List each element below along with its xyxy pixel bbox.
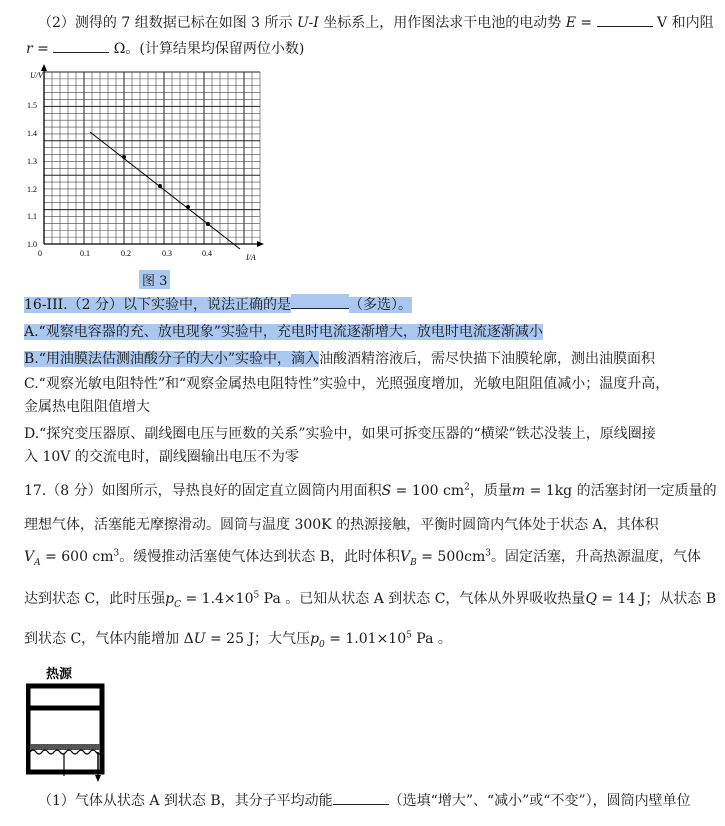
q2-equals: = bbox=[580, 15, 597, 31]
q16-option-d-cont bbox=[24, 446, 299, 468]
x-tick-label: 0.1 bbox=[80, 249, 90, 258]
q16-option-d-line2: 入 10V 的交流电时，副线圈输出电压不为零 bbox=[24, 449, 299, 465]
q17-subq-1-options: （选填“增大”、“减小”或“不变”），圆筒内壁单位 bbox=[388, 793, 691, 809]
q17-line-2: 理想气体，活塞能无摩擦滑动。圆筒与温度 300K 的热源接触，平衡时圆筒内气体处于状态 A，其体积 bbox=[24, 517, 659, 533]
q2-equals-2: = bbox=[37, 41, 54, 57]
x-tick-label: 0.2 bbox=[121, 249, 131, 258]
q17-line-4: 达到状态 C，此时压强$p_C = 1.4\times 10^5$ Pa 。已知从状态 A 到状态 C，气体从外界吸收热量Q = 14 J；从状态 B bbox=[24, 590, 717, 610]
q16-option-c-line2: 金属热电阻阻值增大 bbox=[24, 399, 150, 415]
q17-line-3: $V_A = 600$ $cm^3$。缓慢推动活塞使气体达到状态 B，此时体积$V_B = 500cm^3$。固定活塞，升高热源温度，气体 bbox=[24, 548, 701, 568]
q16-option-c-cont bbox=[24, 396, 150, 418]
force-arrow-head bbox=[95, 775, 101, 782]
y-axis-label: U/V bbox=[30, 71, 43, 80]
q2-text-f: V 和内阻 bbox=[657, 15, 714, 31]
q2-r-symbol: r bbox=[26, 41, 33, 57]
q16-option-a-text: A.“观察电容器的充、放电现象”实验中，充电时电流逐渐增大，放电时电流逐渐减小 bbox=[24, 324, 543, 340]
q16-option-c-line1: C.“观察光敏电阻特性”和“观察金属热电阻特性”实验中，光照强度增加，光敏电阻阻值减小；温度升高， bbox=[24, 376, 670, 392]
q17-line-1: 17.（8 分）如图所示，导热良好的固定直立圆筒内用面积S = 100 $cm^2$，质量m = 1kg 的活塞封闭一定质量的 bbox=[24, 482, 717, 499]
q16-answer-blank[interactable] bbox=[291, 294, 349, 309]
piston-seal bbox=[30, 750, 102, 754]
heat-source-label: 热源 bbox=[46, 667, 73, 682]
q16-option-a[interactable] bbox=[24, 321, 543, 343]
resistance-answer-blank[interactable] bbox=[53, 38, 109, 53]
q17-subq-1-text: （1）气体从状态 A 到状态 B，其分子平均动能 bbox=[38, 793, 333, 809]
cylinder-figure bbox=[26, 664, 116, 784]
origin-label: 0 bbox=[38, 249, 42, 258]
x-axis-arrow bbox=[257, 241, 264, 247]
q2-line-2 bbox=[26, 38, 304, 60]
y-tick-label: 1.0 bbox=[27, 240, 37, 249]
q16-option-b[interactable] bbox=[24, 348, 655, 370]
q16-option-c[interactable] bbox=[24, 373, 669, 395]
q2-text-c: 坐标系上，用作图法求干电池的电动势 bbox=[323, 15, 562, 31]
q17-answer-blank[interactable] bbox=[333, 790, 389, 805]
x-tick-label: 0.4 bbox=[202, 249, 212, 258]
q2-ui-label: U-I bbox=[296, 15, 319, 31]
q17-line-5: 到状态 C，气体内能增加 ΔU = 25 J；大气压$p_0 = 1.01\times 10^5$ Pa 。 bbox=[24, 630, 452, 650]
y-tick-label: 1.4 bbox=[27, 129, 37, 138]
graph-grid bbox=[44, 72, 260, 244]
q16-stem-suffix: （多选）。 bbox=[348, 297, 412, 313]
y-tick-label: 1.1 bbox=[27, 212, 37, 221]
figure-caption: 图 3 bbox=[139, 270, 170, 289]
q2-line-1 bbox=[38, 12, 714, 34]
q16-stem-text: 16-III.（2 分）以下实验中，说法正确的是 bbox=[24, 297, 291, 313]
q16-option-d[interactable] bbox=[24, 423, 656, 445]
q2-emf-symbol: E bbox=[565, 15, 576, 31]
x-axis-label: I/A bbox=[246, 253, 256, 262]
fit-line bbox=[90, 132, 240, 249]
y-axis-arrow bbox=[41, 64, 47, 71]
y-tick-label: 1.2 bbox=[27, 185, 37, 194]
emf-answer-blank[interactable] bbox=[597, 12, 653, 27]
q2-text-a: （2）测得的 7 组数据已标在如图 3 所示 bbox=[38, 15, 293, 31]
q16-option-d-line1: D.“探究变压器原、副线圈电压与匝数的关系”实验中，如果可拆变压器的“横梁”铁芯没装上，原线圈接 bbox=[24, 426, 656, 442]
q17-subq-1 bbox=[38, 790, 691, 812]
x-tick-label: 0.3 bbox=[162, 249, 172, 258]
heat-source-frame bbox=[28, 686, 102, 772]
y-tick-label: 1.5 bbox=[27, 101, 37, 110]
q16-option-b-highlight: B.“用油膜法估测油酸分子的大小”实验中，滴入 bbox=[24, 351, 320, 367]
y-tick-labels bbox=[27, 101, 37, 249]
y-tick-label: 1.3 bbox=[27, 157, 37, 166]
q16-stem bbox=[24, 294, 412, 316]
piston bbox=[30, 744, 100, 750]
x-tick-labels bbox=[80, 249, 212, 258]
q2-text-l2c: Ω。(计算结果均保留两位小数) bbox=[113, 41, 305, 57]
ui-graph bbox=[24, 64, 274, 264]
q16-option-b-text: 油酸酒精溶液后，需尽快描下油膜轮廓，测出油膜面积 bbox=[319, 351, 656, 367]
